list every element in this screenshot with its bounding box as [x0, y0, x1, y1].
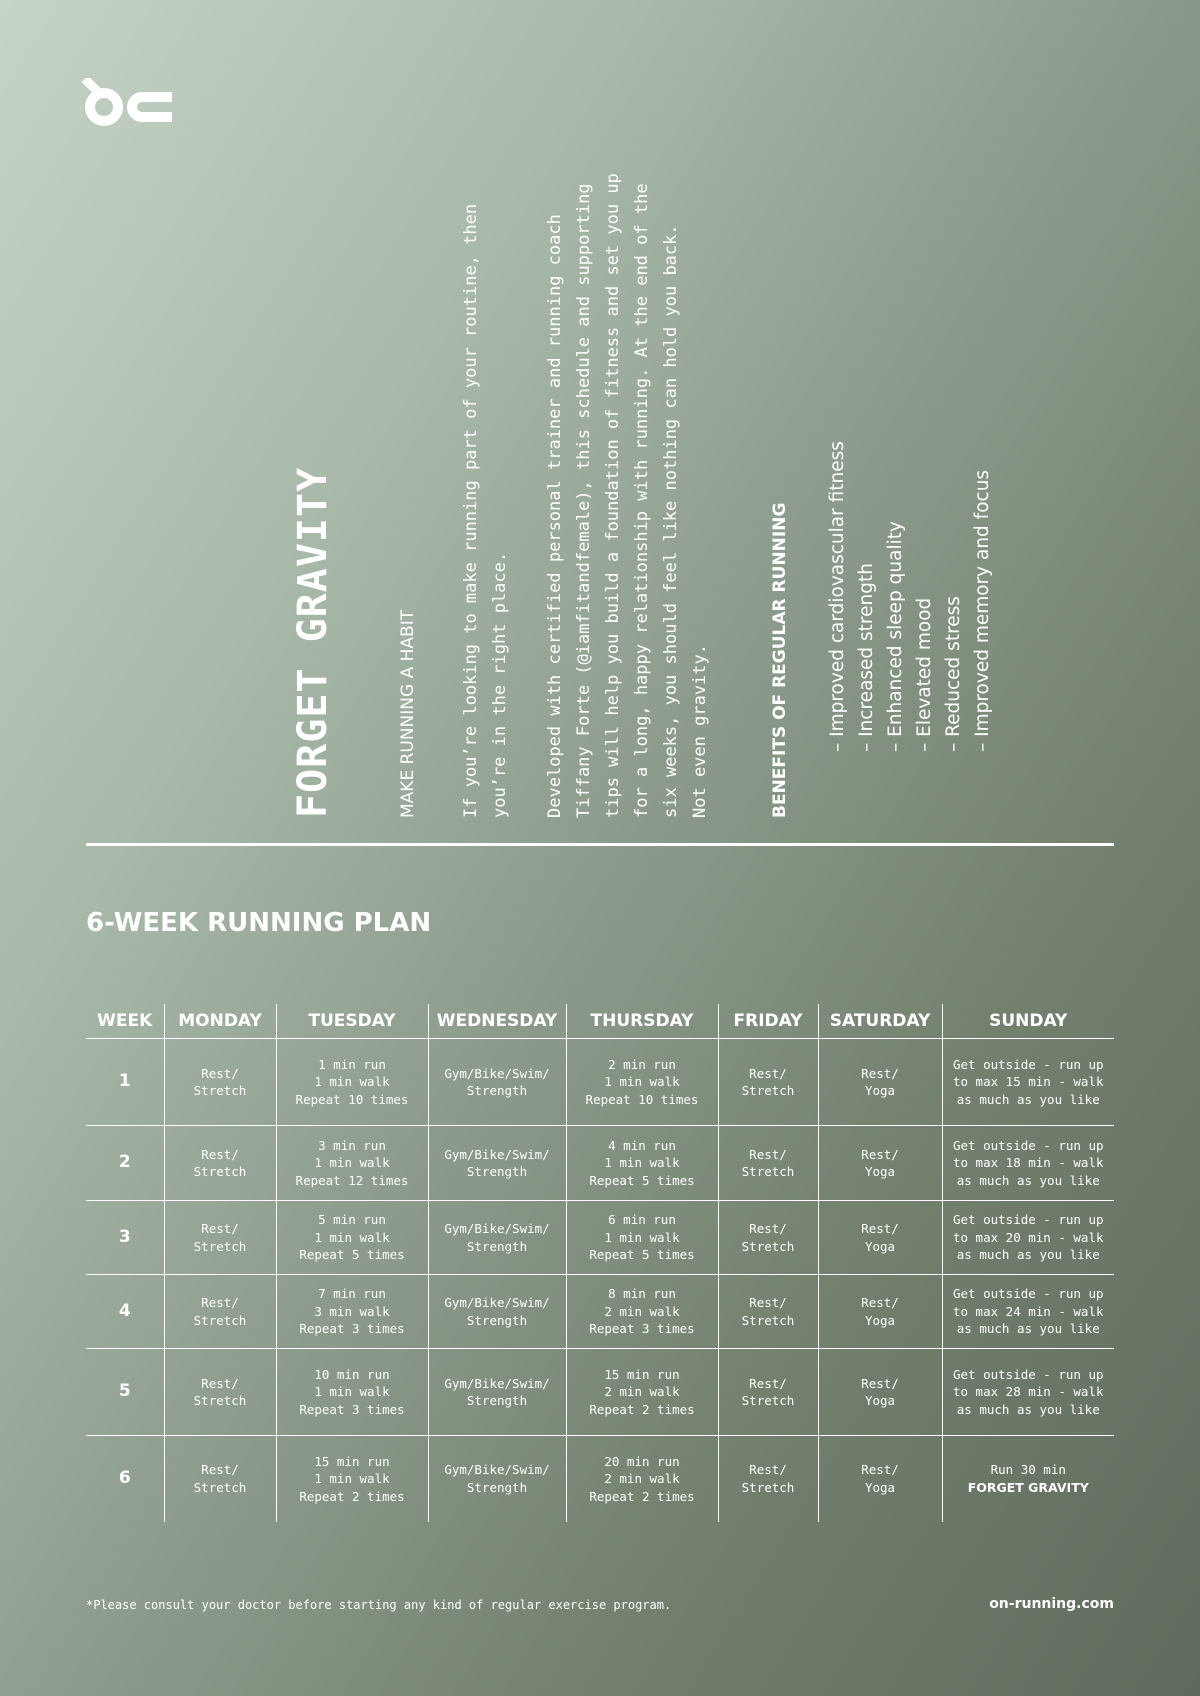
cell-saturday: Rest/ Yoga — [818, 1436, 942, 1522]
cell-thursday: 2 min run 1 min walk Repeat 10 times — [566, 1039, 718, 1126]
forget-gravity-highlight: FORGET GRAVITY — [967, 1479, 1089, 1495]
cell-saturday: Rest/ Yoga — [818, 1039, 942, 1126]
week-number: 1 — [86, 1039, 164, 1126]
cell-friday: Rest/ Stretch — [718, 1126, 818, 1201]
cell-wednesday: Gym/Bike/Swim/ Strength — [428, 1126, 566, 1201]
cell-sunday: Get outside - run up to max 28 min - walk as much as you like — [942, 1349, 1114, 1436]
benefit-item: – Enhanced sleep quality — [885, 521, 906, 752]
table-row — [86, 1201, 1114, 1275]
benefit-item: – Improved cardiovascular fitness — [827, 441, 848, 752]
benefits-title: BENEFITS OF REGULAR RUNNING — [770, 502, 790, 818]
section-divider — [86, 843, 1114, 846]
cell-saturday: Rest/ Yoga — [818, 1201, 942, 1275]
cell-friday: Rest/ Stretch — [718, 1039, 818, 1126]
cell-tuesday: 3 min run 1 min walk Repeat 12 times — [276, 1126, 428, 1201]
cell-sunday: Get outside - run up to max 20 min - walk as much as you like — [942, 1201, 1114, 1275]
benefit-item: – Reduced stress — [943, 596, 964, 752]
cell-thursday: 4 min run 1 min walk Repeat 5 times — [566, 1126, 718, 1201]
cell-monday: Rest/ Stretch — [164, 1039, 276, 1126]
cell-monday: Rest/ Stretch — [164, 1436, 276, 1522]
cell-tuesday: 1 min run 1 min walk Repeat 10 times — [276, 1039, 428, 1126]
cell-monday: Rest/ Stretch — [164, 1349, 276, 1436]
cell-thursday: 6 min run 1 min walk Repeat 5 times — [566, 1201, 718, 1275]
cell-wednesday: Gym/Bike/Swim/ Strength — [428, 1039, 566, 1126]
on-logo-icon — [82, 78, 174, 128]
week-number: 2 — [86, 1126, 164, 1201]
plan-title: 6-WEEK RUNNING PLAN — [86, 908, 432, 938]
cell-tuesday: 10 min run 1 min walk Repeat 3 times — [276, 1349, 428, 1436]
cell-sunday: Get outside - run up to max 15 min - walk as much as you like — [942, 1039, 1114, 1126]
table-row — [86, 1275, 1114, 1349]
table-row — [86, 1349, 1114, 1436]
header-friday: FRIDAY — [718, 1004, 818, 1039]
cell-tuesday: 7 min run 3 min walk Repeat 3 times — [276, 1275, 428, 1349]
table-row — [86, 1436, 1114, 1522]
cell-tuesday: 5 min run 1 min walk Repeat 5 times — [276, 1201, 428, 1275]
hero-subtitle: MAKE RUNNING A HABIT — [398, 609, 418, 818]
hero-title: FORGET GRAVITY — [290, 466, 336, 818]
header-saturday: SATURDAY — [818, 1004, 942, 1039]
cell-sunday: Get outside - run up to max 18 min - walk as much as you like — [942, 1126, 1114, 1201]
hero-intro: If you’re looking to make running part of your routine, then you’re in the right place. — [461, 203, 510, 818]
header-week: WEEK — [86, 1004, 164, 1039]
sunday-text: Run 30 min — [990, 1462, 1066, 1478]
week-number: 6 — [118, 1468, 131, 1488]
header-sunday: SUNDAY — [942, 1004, 1114, 1039]
disclaimer: *Please consult your doctor before starting any kind of regular exercise program. — [86, 1598, 672, 1612]
running-plan-table — [86, 1004, 1114, 1522]
cell-friday: Rest/ Stretch — [718, 1436, 818, 1522]
cell-tuesday: 15 min run 1 min walk Repeat 2 times — [276, 1436, 428, 1522]
cell-wednesday: Gym/Bike/Swim/ Strength — [428, 1349, 566, 1436]
header-wednesday: WEDNESDAY — [428, 1004, 566, 1039]
week-number: 4 — [86, 1275, 164, 1349]
benefits-list — [823, 441, 997, 752]
benefit-item: – Elevated mood — [914, 597, 935, 752]
table-row — [86, 1039, 1114, 1126]
cell-wednesday: Gym/Bike/Swim/ Strength — [428, 1201, 566, 1275]
cell-monday: Rest/ Stretch — [164, 1126, 276, 1201]
cell-friday: Rest/ Stretch — [718, 1201, 818, 1275]
cell-thursday: 8 min run 2 min walk Repeat 3 times — [566, 1275, 718, 1349]
cell-wednesday: Gym/Bike/Swim/ Strength — [428, 1275, 566, 1349]
cell-wednesday: Gym/Bike/Swim/ Strength — [428, 1436, 566, 1522]
week-number: 5 — [86, 1349, 164, 1436]
cell-friday: Rest/ Stretch — [718, 1349, 818, 1436]
cell-saturday: Rest/ Yoga — [818, 1126, 942, 1201]
benefit-item: – Improved memory and focus — [972, 469, 993, 752]
header-tuesday: TUESDAY — [276, 1004, 428, 1039]
week-number: 3 — [86, 1201, 164, 1275]
table-row — [86, 1126, 1114, 1201]
cell-sunday: Get outside - run up to max 24 min - walk as much as you like — [942, 1275, 1114, 1349]
header-monday: MONDAY — [164, 1004, 276, 1039]
website-link[interactable]: on-running.com — [989, 1596, 1114, 1612]
cell-thursday: 20 min run 2 min walk Repeat 2 times — [566, 1436, 718, 1522]
header-thursday: THURSDAY — [566, 1004, 718, 1039]
benefit-item: – Increased strength — [856, 563, 877, 752]
table-header-row — [86, 1004, 1114, 1039]
cell-saturday: Rest/ Yoga — [818, 1349, 942, 1436]
cell-thursday: 15 min run 2 min walk Repeat 2 times — [566, 1349, 718, 1436]
cell-saturday: Rest/ Yoga — [818, 1275, 942, 1349]
cell-friday: Rest/ Stretch — [718, 1275, 818, 1349]
cell-monday: Rest/ Stretch — [164, 1275, 276, 1349]
cell-sunday — [942, 1436, 1114, 1522]
hero-description: Developed with certified personal trainer and running coach Tiffany Forte (@iamfitandfemale), this schedule and supporting tips will help you build a foundation of fitness and set you up for a long, happy relationship with running. At the end of the six weeks, you should feel like nothing can hold you back. Not even gravity. — [545, 173, 710, 818]
cell-monday: Rest/ Stretch — [164, 1201, 276, 1275]
